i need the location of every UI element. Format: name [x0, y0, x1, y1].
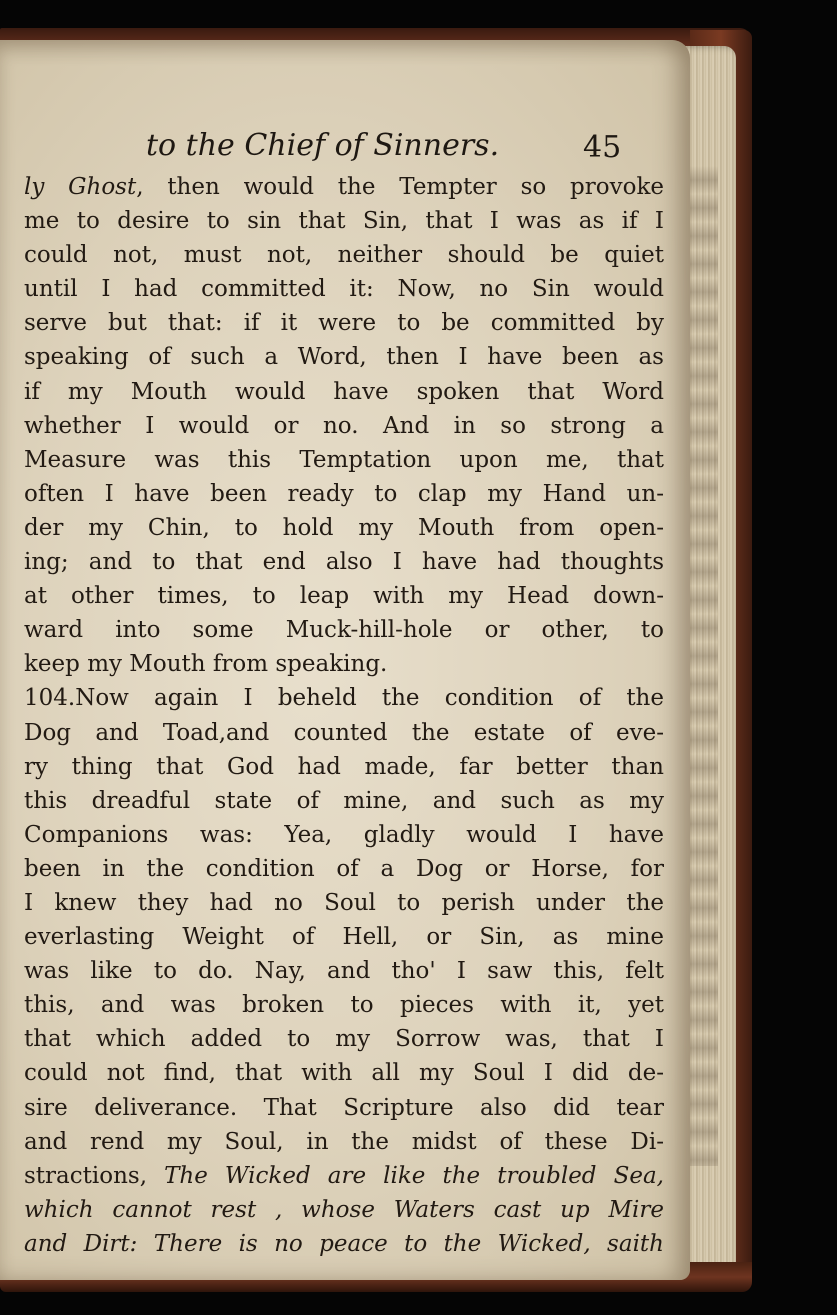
text-line: ly Ghost, then would the Tempter so provoke: [24, 174, 664, 200]
text-line: Dog and Toad,and counted the estate of eve-: [24, 719, 664, 746]
text-line: this dreadful state of mine, and such as my: [24, 787, 664, 814]
text-line: that which added to my Sorrow was, that I: [24, 1026, 664, 1053]
text-line: this, and was broken to pieces with it, yet: [24, 992, 664, 1019]
text-line: whether I would or no. And in so strong a: [24, 412, 664, 439]
text-line: could not find, that with all my Soul I did de-: [24, 1060, 664, 1087]
text-line: been in the condition of a Dog or Horse, for: [24, 855, 664, 882]
page-number: 45: [583, 130, 622, 165]
text-line: Measure was this Temptation upon me, that: [24, 446, 664, 473]
running-head: to the Chief of Sinners.: [146, 128, 500, 163]
text-line: at other times, to leap with my Head down-: [24, 583, 664, 610]
text-line: everlasting Weight of Hell, or Sin, as mine: [24, 924, 664, 951]
text-line: and rend my Soul, in the midst of these Di-: [24, 1128, 664, 1155]
text-line: [24, 1227, 664, 1261]
text-line: [24, 1193, 664, 1227]
text-line: ing; and to that end also I have had thoughts: [24, 549, 664, 576]
text-line: keep my Mouth from speaking.: [24, 651, 388, 678]
italic-run: The Wicked are like the troubled Sea,: [164, 1162, 664, 1189]
text-line: until I had committed it: Now, no Sin would: [24, 276, 664, 303]
text-line: often I have been ready to clap my Hand un-: [24, 480, 664, 507]
text-line: serve but that: if it were to be committed by: [24, 310, 664, 337]
text-line: could not, must not, neither should be quiet: [24, 242, 664, 269]
text-line: I knew they had no Soul to perish under the: [24, 889, 664, 916]
text-line: ry thing that God had made, far better than: [24, 753, 664, 780]
text-line: 104.Now again I beheld the condition of the: [24, 685, 664, 712]
text-line: Companions was: Yea, gladly would I have: [24, 821, 664, 848]
italic-run: and Dirt: There is no peace to the Wicked, saith: [24, 1230, 664, 1257]
text-line: sire deliverance. That Scripture also did tear: [24, 1094, 664, 1121]
italic-run: which cannot rest , whose Waters cast up Mire: [24, 1196, 664, 1223]
text-line: stractions, The Wicked are like the troubled Sea,: [24, 1162, 664, 1189]
text-line: der my Chin, to hold my Mouth from open-: [24, 514, 664, 541]
text-line: if my Mouth would have spoken that Word: [24, 378, 664, 405]
text-line: was like to do. Nay, and tho' I saw this, felt: [24, 958, 664, 985]
text-line: ward into some Muck-hill-hole or other, to: [24, 617, 664, 644]
text-line: me to desire to sin that Sin, that I was as if I: [24, 208, 664, 235]
text-line: speaking of such a Word, then I have been as: [24, 344, 664, 371]
body-text: [24, 170, 664, 1280]
italic-run: ly Ghost: [24, 174, 137, 200]
